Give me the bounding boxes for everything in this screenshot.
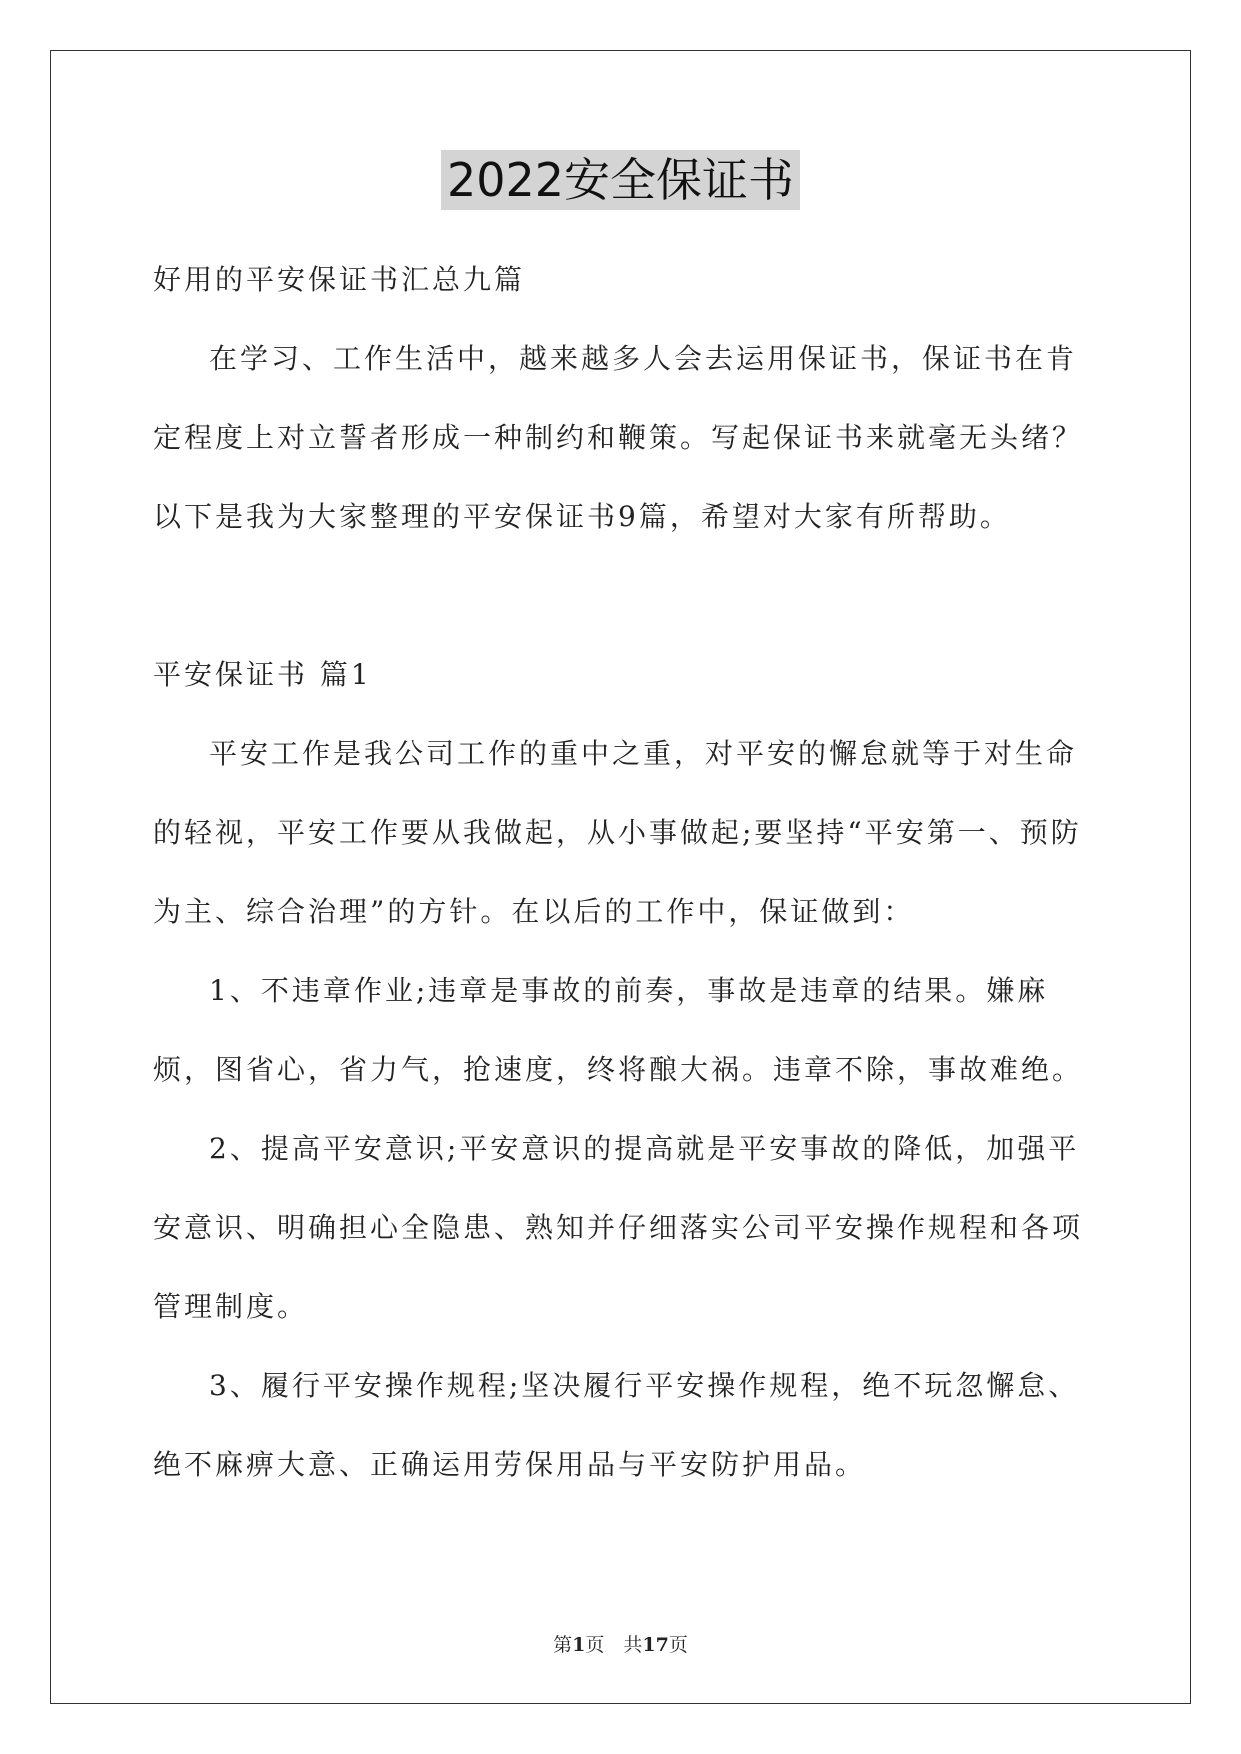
body-paragraph: 1、不违章作业;违章是事故的前奏，事故是违章的结果。嫌麻烦，图省心，省力气，抢速度，终将酿大祸。违章不除，事故难绝。	[153, 974, 1084, 1086]
total-page-number: 17	[642, 1634, 669, 1656]
section-heading: 平安保证书 篇1	[153, 658, 372, 691]
document-body	[153, 240, 1093, 1504]
intro-paragraph: 在学习、工作生活中，越来越多人会去运用保证书，保证书在肯定程度上对立誓者形成一种制约和鞭策。写起保证书来就毫无头绪？以下是我为大家整理的平安保证书9篇，希望对大家有所帮助。	[153, 342, 1084, 533]
page-mid: 页 共	[585, 1634, 643, 1656]
body-paragraph: 平安工作是我公司工作的重中之重，对平安的懈怠就等于对生命的轻视，平安工作要从我做起，从小事做起;要坚持“平安第一、预防为主、综合治理”的方针。在以后的工作中，保证做到：	[153, 737, 1082, 928]
document-title: 2022安全保证书	[441, 150, 800, 210]
current-page-number: 1	[572, 1634, 586, 1656]
page-prefix: 第	[553, 1634, 573, 1656]
title-container	[0, 150, 1241, 210]
body-paragraph: 3、履行平安操作规程;坚决履行平安操作规程，绝不玩忽懈怠、绝不麻痹大意、正确运用劳保用品与平安防护用品。	[153, 1369, 1080, 1481]
section-spacer	[153, 556, 1093, 635]
page-footer	[0, 1630, 1241, 1660]
document-subtitle: 好用的平安保证书汇总九篇	[153, 263, 526, 296]
page-suffix: 页	[668, 1634, 688, 1656]
body-paragraph: 2、提高平安意识;平安意识的提高就是平安事故的降低，加强平安意识、明确担心全隐患、熟知并仔细落实公司平安操作规程和各项管理制度。	[153, 1132, 1084, 1323]
